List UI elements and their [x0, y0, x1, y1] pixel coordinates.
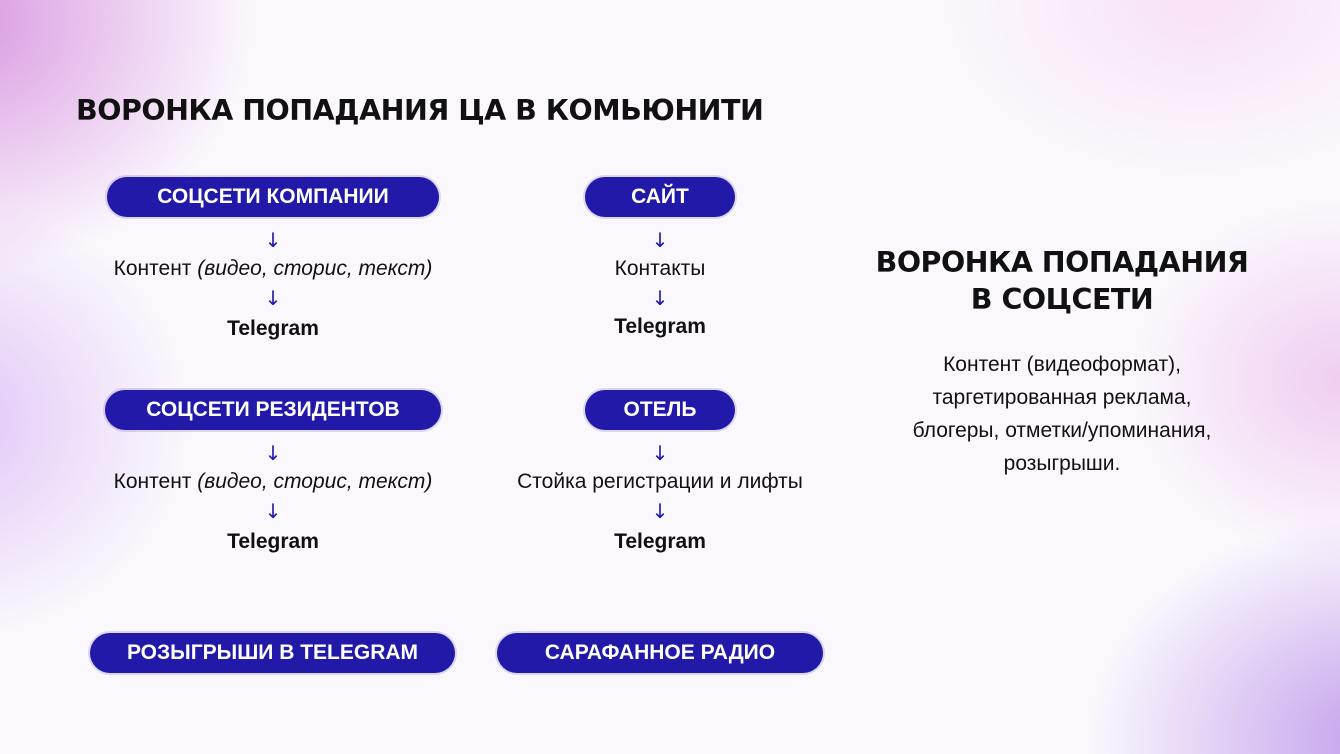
side-title-line: ВОРОНКА ПОПАДАНИЯ — [875, 246, 1249, 279]
side-title-line: В СОЦСЕТИ — [970, 283, 1154, 316]
funnel-final: Telegram — [614, 315, 706, 338]
giveaways-telegram-pill: РОЗЫГРЫШИ В TELEGRAM — [90, 633, 455, 673]
side-description-line: таргетированная реклама, — [932, 386, 1192, 409]
funnel-header-site: САЙТ — [585, 177, 735, 217]
step-note: (видео, сторис, текст) — [197, 470, 433, 493]
side-title — [852, 244, 1272, 318]
funnel-hotel — [490, 390, 830, 562]
side-description-line: Контент (видеоформат), — [943, 353, 1181, 376]
funnel-step — [517, 464, 803, 500]
funnel-company-social — [107, 177, 439, 349]
funnel-resident-social — [104, 390, 442, 562]
step-text: Контакты — [614, 257, 706, 280]
funnel-step — [114, 464, 433, 500]
funnel-step — [615, 251, 706, 287]
funnel-header-company-social: СОЦСЕТИ КОМПАНИИ — [107, 177, 439, 217]
funnel-final: Telegram — [614, 530, 706, 553]
step-text: Контент — [113, 470, 198, 493]
step-text: Стойка регистрации и лифты — [517, 470, 803, 493]
arrow-down-icon: ↓ — [264, 441, 282, 465]
funnel-header-resident-social: СОЦСЕТИ РЕЗИДЕНТОВ — [105, 390, 441, 430]
arrow-down-icon: ↓ — [264, 286, 282, 310]
funnel-step — [114, 251, 433, 287]
arrow-down-icon: ↓ — [651, 499, 669, 523]
funnel-site — [560, 177, 760, 345]
step-note: (видео, сторис, текст) — [197, 257, 433, 280]
word-of-mouth-pill: САРАФАННОЕ РАДИО — [497, 633, 823, 673]
arrow-down-icon: ↓ — [651, 228, 669, 252]
step-text: Контент — [113, 257, 198, 280]
arrow-down-icon: ↓ — [264, 499, 282, 523]
funnel-final: Telegram — [227, 530, 319, 553]
side-description — [852, 348, 1272, 480]
funnel-final: Telegram — [227, 317, 319, 340]
arrow-down-icon: ↓ — [651, 286, 669, 310]
side-description-line: розыгрыши. — [1003, 452, 1121, 475]
funnel-header-hotel: ОТЕЛЬ — [585, 390, 735, 430]
page-title: ВОРОНКА ПОПАДАНИЯ ЦА В КОМЬЮНИТИ — [76, 94, 764, 127]
arrow-down-icon: ↓ — [264, 228, 282, 252]
side-description-line: блогеры, отметки/упоминания, — [912, 419, 1212, 442]
arrow-down-icon: ↓ — [651, 441, 669, 465]
